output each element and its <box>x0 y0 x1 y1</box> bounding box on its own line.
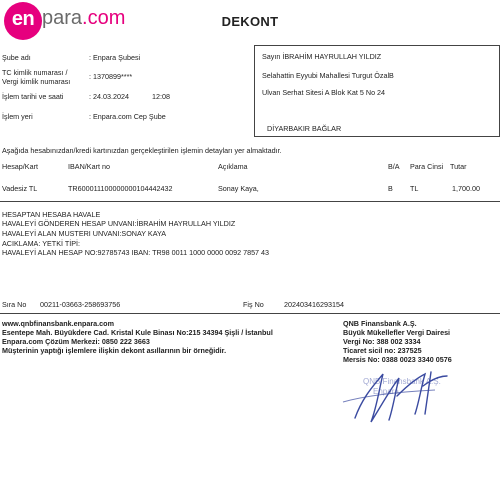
date-label: İşlem tarihi ve saati <box>2 92 64 101</box>
detail-line-3: HAVALEYİ ALAN MUSTERI UNVANI:SONAY KAYA <box>2 229 167 238</box>
header-iban: IBAN/Kart no <box>68 162 110 171</box>
row-iban: TR600011100000000104442432 <box>68 184 173 193</box>
branch-value: : Enpara Şubesi <box>89 53 141 62</box>
stamp-text-2: Enpara <box>373 387 399 396</box>
customer-address-2: Ulvan Serhat Sitesi A Blok Kat 5 No 24 <box>262 88 386 97</box>
customer-city: DİYARBAKIR BAĞLAR <box>267 124 342 133</box>
footer-mersis: Mersis No: 0388 0023 3340 0576 <box>343 355 452 364</box>
footer-company: QNB Finansbank A.Ş. <box>343 319 417 328</box>
receipt-label: Fiş No <box>243 300 264 309</box>
detail-line-2: HAVALEYİ GÖNDEREN HESAP UNVANI:İBRAHİM HAYRULLAH YILDIZ <box>2 219 236 228</box>
time-value: 12:08 <box>152 92 170 101</box>
customer-address-1: Selahattin Eyyubi Mahallesi Turgut ÖzalB <box>262 71 394 80</box>
footer-support: Enpara.com Çözüm Merkezi: 0850 222 3663 <box>2 337 150 346</box>
footer-address: Esentepe Mah. Büyükdere Cad. Kristal Kule Binası No:215 34394 Şişli / İstanbul <box>2 328 273 337</box>
logo-para: para <box>42 7 83 29</box>
logo-en: en <box>11 8 35 30</box>
intro-text: Aşağıda hesabınızdan/kredi kartınızdan gerçekleştirilen işlemin detayları yer almaktadır. <box>2 146 282 155</box>
header-description: Açıklama <box>218 162 248 171</box>
place-value: : Enpara.com Cep Şube <box>89 112 166 121</box>
row-account: Vadesiz TL <box>2 184 38 193</box>
footer-tax-no: Vergi No: 388 002 3334 <box>343 337 421 346</box>
receipt-value: 202403416293154 <box>284 300 344 309</box>
divider-after-table <box>0 201 500 202</box>
detail-line-1: HESAPTAN HESABA HAVALE <box>2 210 101 219</box>
place-label: İşlem yeri <box>2 112 33 121</box>
sequence-label: Sıra No <box>2 300 27 309</box>
detail-line-4: ACIKLAMA: YETKİ TİPİ: <box>2 239 81 248</box>
stamp-text-1: QNB Finansbank A.Ş. <box>363 377 441 386</box>
header-currency: Para Cinsi <box>410 162 444 171</box>
divider-before-footer <box>0 313 500 314</box>
date-value: : 24.03.2024 <box>89 92 129 101</box>
row-ba: B <box>388 184 393 193</box>
document-title: DEKONT <box>221 14 279 29</box>
tc-label-1: TC kimlik numarası / <box>2 68 68 77</box>
footer-tax-office: Büyük Mükellefler Vergi Dairesi <box>343 328 451 337</box>
sequence-value: 00211-03663-258693756 <box>40 300 121 309</box>
row-amount: 1,700.00 <box>452 184 480 193</box>
footer-website: www.qnbfinansbank.enpara.com <box>2 319 114 328</box>
header-amount: Tutar <box>450 162 467 171</box>
header-account: Hesap/Kart <box>2 162 38 171</box>
row-currency: TL <box>410 184 419 193</box>
footer-trade-registry: Ticaret sicil no: 237525 <box>343 346 422 355</box>
signature-stamp <box>335 366 460 426</box>
branch-label: Şube adı <box>2 53 31 62</box>
detail-line-5: HAVALEYİ ALAN HESAP NO:92785743 IBAN: TR98 0011 1000 0000 0092 7857 43 <box>2 248 270 257</box>
logo-suffix: .com <box>82 7 126 29</box>
tc-value: : 1370899**** <box>89 72 133 81</box>
row-description: Sonay Kaya, <box>218 184 259 193</box>
header-ba: B/A <box>388 162 400 171</box>
tc-label-2: Vergi kimlik numarası <box>2 77 71 86</box>
footer-note: Müşterinin yaptığı işlemlere ilişkin dekont asıllarının bir örneğidir. <box>2 346 227 355</box>
customer-salutation: Sayın İBRAHİM HAYRULLAH YILDIZ <box>262 52 382 61</box>
